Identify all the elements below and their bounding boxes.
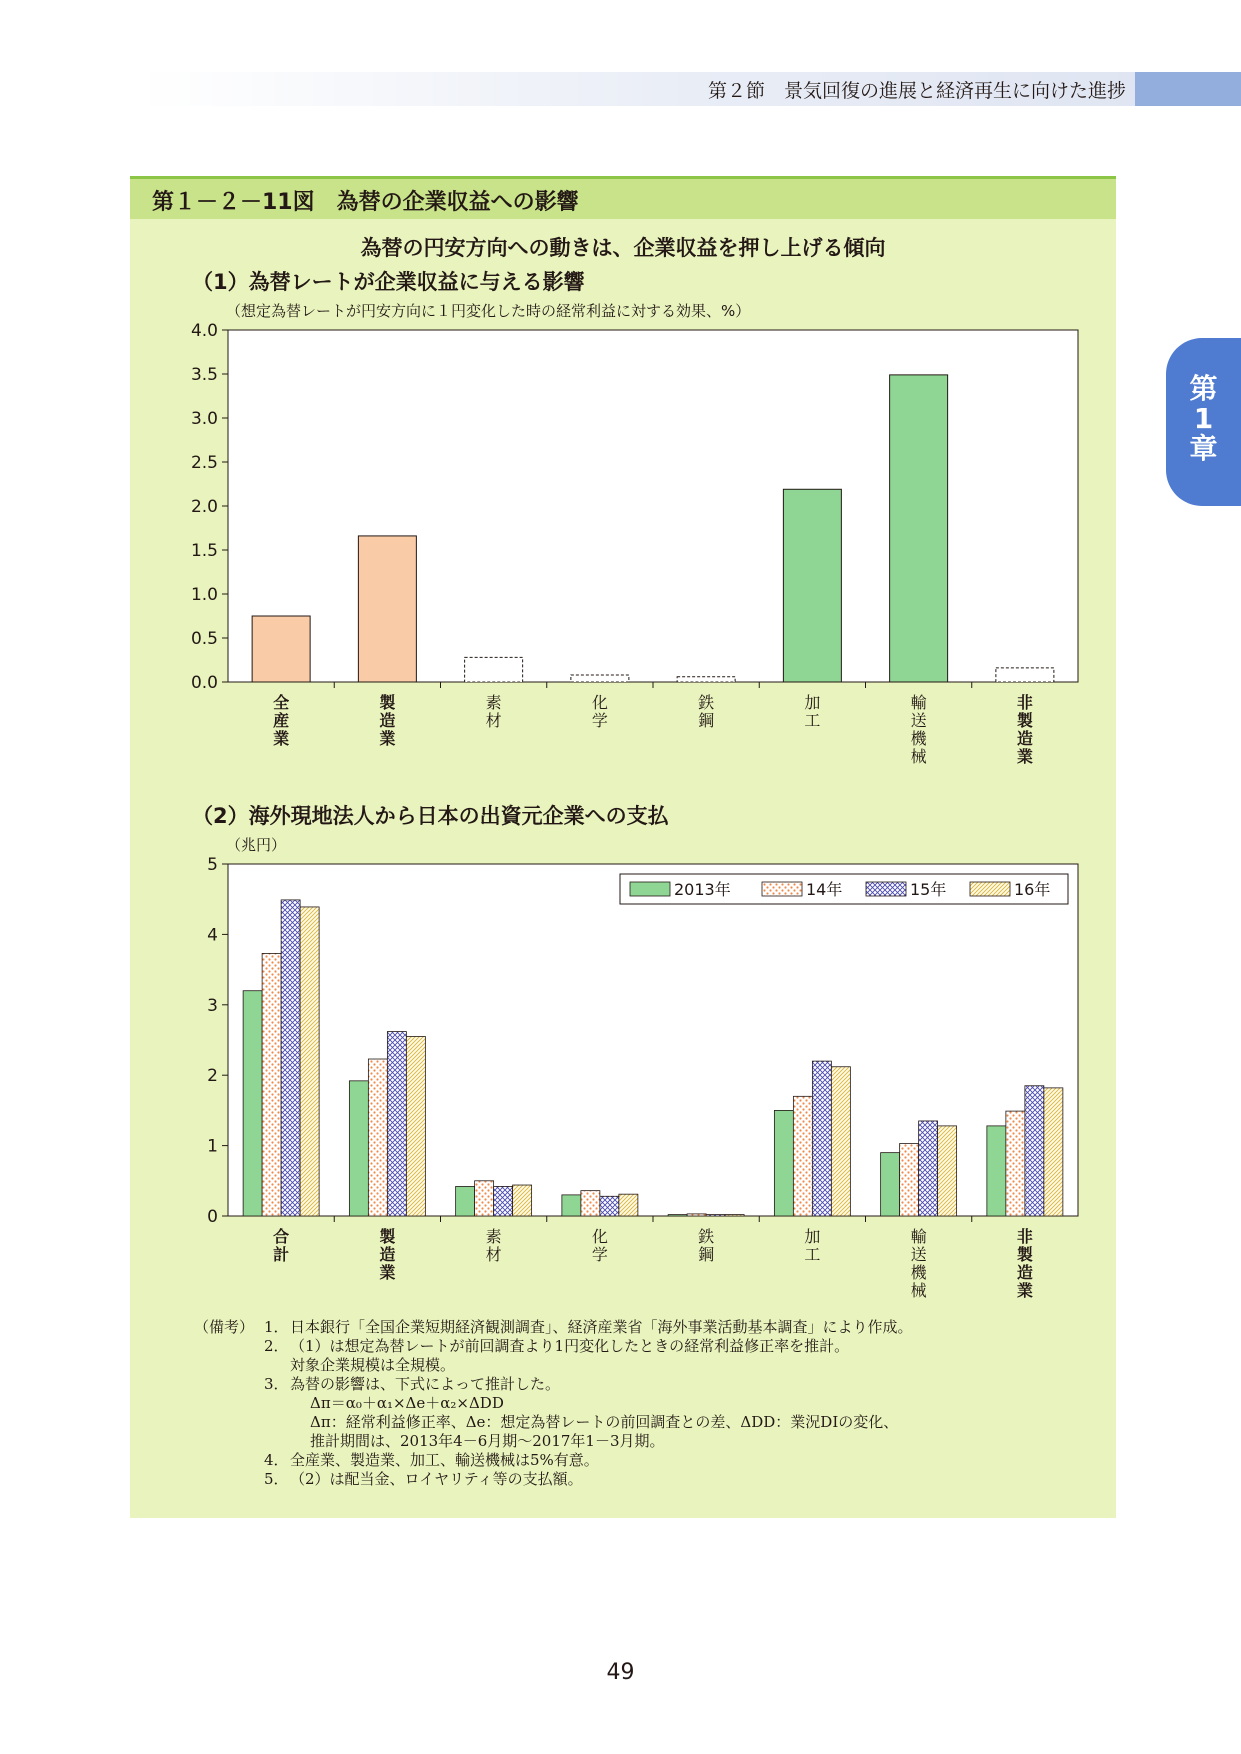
figure-headline: 為替の円安方向への動きは、企業収益を押し上げる傾向 [360,236,886,260]
chart2-y-tick-label: 0 [207,1207,218,1227]
notes-label: （備考） [194,1318,255,1336]
chart2-bar [581,1191,600,1216]
chart2-bar [387,1032,406,1216]
chart1-y-tick-label: 2.5 [190,453,218,473]
chart2-bar [687,1214,706,1216]
chart1-unit-label: （想定為替レートが円安方向に１円変化した時の経常利益に対する効果、%） [226,302,751,320]
chart1-bar [252,616,310,682]
chart2-bar [706,1215,725,1216]
chart2-bar [300,907,319,1216]
figure-title: 第１－２－11図 為替の企業収益への影響 [152,190,579,215]
chart1-category-label: 加工 [804,693,821,730]
chart2-bar [281,900,300,1216]
chart1-bar [677,677,735,682]
chart2-bar [881,1153,900,1216]
chart2-bar [562,1195,581,1216]
chart2-bar [725,1215,744,1216]
chart2-bar [494,1186,513,1216]
chart2-legend-label: 15年 [910,880,947,899]
note-number: 3． [264,1375,289,1393]
figure-title-bar [130,176,1116,219]
chart2-bar [774,1110,793,1216]
note-number: 1． [264,1318,289,1336]
chart1-y-tick-label: 0.5 [190,629,218,649]
note-text: 推計期間は、2013年4－6月期～2017年1－3月期。 [310,1432,665,1450]
chart1-category-label: 素材 [485,693,502,730]
chart1-y-tick-label: 3.0 [190,409,218,429]
page-number: 49 [606,1660,635,1685]
note-text: 為替の影響は、下式によって推計した。 [290,1375,561,1393]
chart2-category-label: 製造業 [379,1227,396,1282]
chart1-category-label: 鉄鋼 [698,693,715,730]
chart2-bar [831,1067,850,1216]
chart2-bar [600,1196,619,1216]
chart2-bar [619,1194,638,1216]
chart2-legend-swatch [866,882,906,896]
chart1-title: （1）為替レートが企業収益に与える影響 [192,270,585,294]
chart1-category-label: 製造業 [379,693,396,748]
chapter-tab [1166,338,1241,506]
chapter-tab-char: 章 [1189,432,1218,465]
note-text: （2）は配当金、ロイヤリティ等の支払額。 [290,1470,583,1488]
chart2-bar [987,1126,1006,1216]
running-header [140,72,1140,106]
chart1-category-label: 全産業 [273,693,290,748]
chapter-tab-number: 1 [1193,402,1214,435]
note-text: 全産業、製造業、加工、輸送機械は5%有意。 [290,1451,599,1469]
chart2-bar [475,1181,494,1216]
chart1-bar [465,657,523,682]
chapter-tab-char: 第 [1189,372,1218,405]
chart2-bar [1044,1088,1063,1216]
chart2-y-tick-label: 5 [207,855,218,875]
chart2-bar [513,1185,532,1216]
chart2-bar [793,1096,812,1216]
chart1-y-tick-label: 1.0 [190,585,218,605]
chart1-category-label: 非製造業 [1016,693,1033,766]
note-number: 2． [264,1337,289,1355]
note-text: 対象企業規模は全規模。 [290,1356,456,1374]
chart2-category-label: 非製造業 [1016,1227,1033,1300]
chart2-legend-label: 16年 [1014,880,1051,899]
section-title: 第２節 景気回復の進展と経済再生に向けた進捗 [707,80,1126,102]
chart2-category-label: 加工 [804,1227,821,1264]
chart2-y-tick-label: 3 [207,995,218,1016]
note-number: 5． [264,1470,289,1488]
chart2-legend-swatch [970,882,1010,896]
chart1-svg [130,316,1116,766]
chart1-category-label: 輸送機械 [910,693,927,766]
chart1-bar [783,489,841,682]
chart2-legend-label: 2013年 [674,880,731,899]
chart1-y-tick-label: 3.5 [190,365,218,385]
chart2-title: （2）海外現地法人から日本の出資元企業への支払 [192,804,669,828]
chart1-category-label: 化学 [591,693,608,730]
chart2-bar [900,1143,919,1216]
chart2-legend-label: 14年 [806,880,843,899]
note-number: 4． [264,1451,289,1469]
chart2-category-label: 素材 [485,1227,502,1264]
note-text: Δπ：経常利益修正率、Δe：想定為替レートの前回調査との差、ΔDD：業況DIの変化、 [310,1413,899,1431]
chart1-y-tick-label: 0.0 [190,673,218,693]
chart1-y-tick-label: 1.5 [190,541,218,561]
chart1-plot-area [228,330,1078,682]
chart1-y-tick-label: 2.0 [190,497,218,517]
chart2-legend-swatch [762,882,802,896]
chart2-category-label: 化学 [591,1227,608,1264]
chart2-bar [406,1036,425,1216]
header-color-block [1135,72,1241,106]
chart2-bar [938,1126,957,1216]
chart2-category-label: 輸送機械 [910,1227,927,1300]
note-formula: Δπ＝α₀＋α₁×Δe＋α₂×ΔDD [310,1394,504,1412]
chart2-bar [1006,1111,1025,1216]
chart2-bar [668,1215,687,1216]
chart2-bar [456,1186,475,1216]
chart1-bar [890,375,948,682]
chart2-category-label: 鉄鋼 [698,1227,715,1264]
chart2-bar [812,1061,831,1216]
chart2-unit-label: （兆円） [226,836,287,854]
chart2-bar [262,953,281,1216]
chart2-svg [130,850,1116,1300]
chart2-category-label: 合計 [273,1227,290,1264]
chart2-legend-swatch [630,882,670,896]
note-text: 日本銀行「全国企業短期経済観測調査」、経済産業省「海外事業活動基本調査」により作成。 [290,1318,913,1336]
chart2-bar [919,1121,938,1216]
figure-panel [130,176,1116,1518]
chart2-bar [243,991,262,1216]
chart2-y-tick-label: 2 [207,1066,218,1087]
chart2-bar [368,1059,387,1216]
chart2-bar [349,1081,368,1216]
chart2-bar [1025,1086,1044,1216]
chart1-bar [996,668,1054,682]
note-text: （1）は想定為替レートが前回調査より1円変化したときの経常利益修正率を推計。 [290,1337,850,1355]
chart2-y-tick-label: 4 [207,925,218,946]
chart2-y-tick-label: 1 [207,1136,218,1157]
chart1-bar [358,536,416,682]
chart1-bar [571,675,629,682]
chart1-y-tick-label: 4.0 [190,321,218,341]
